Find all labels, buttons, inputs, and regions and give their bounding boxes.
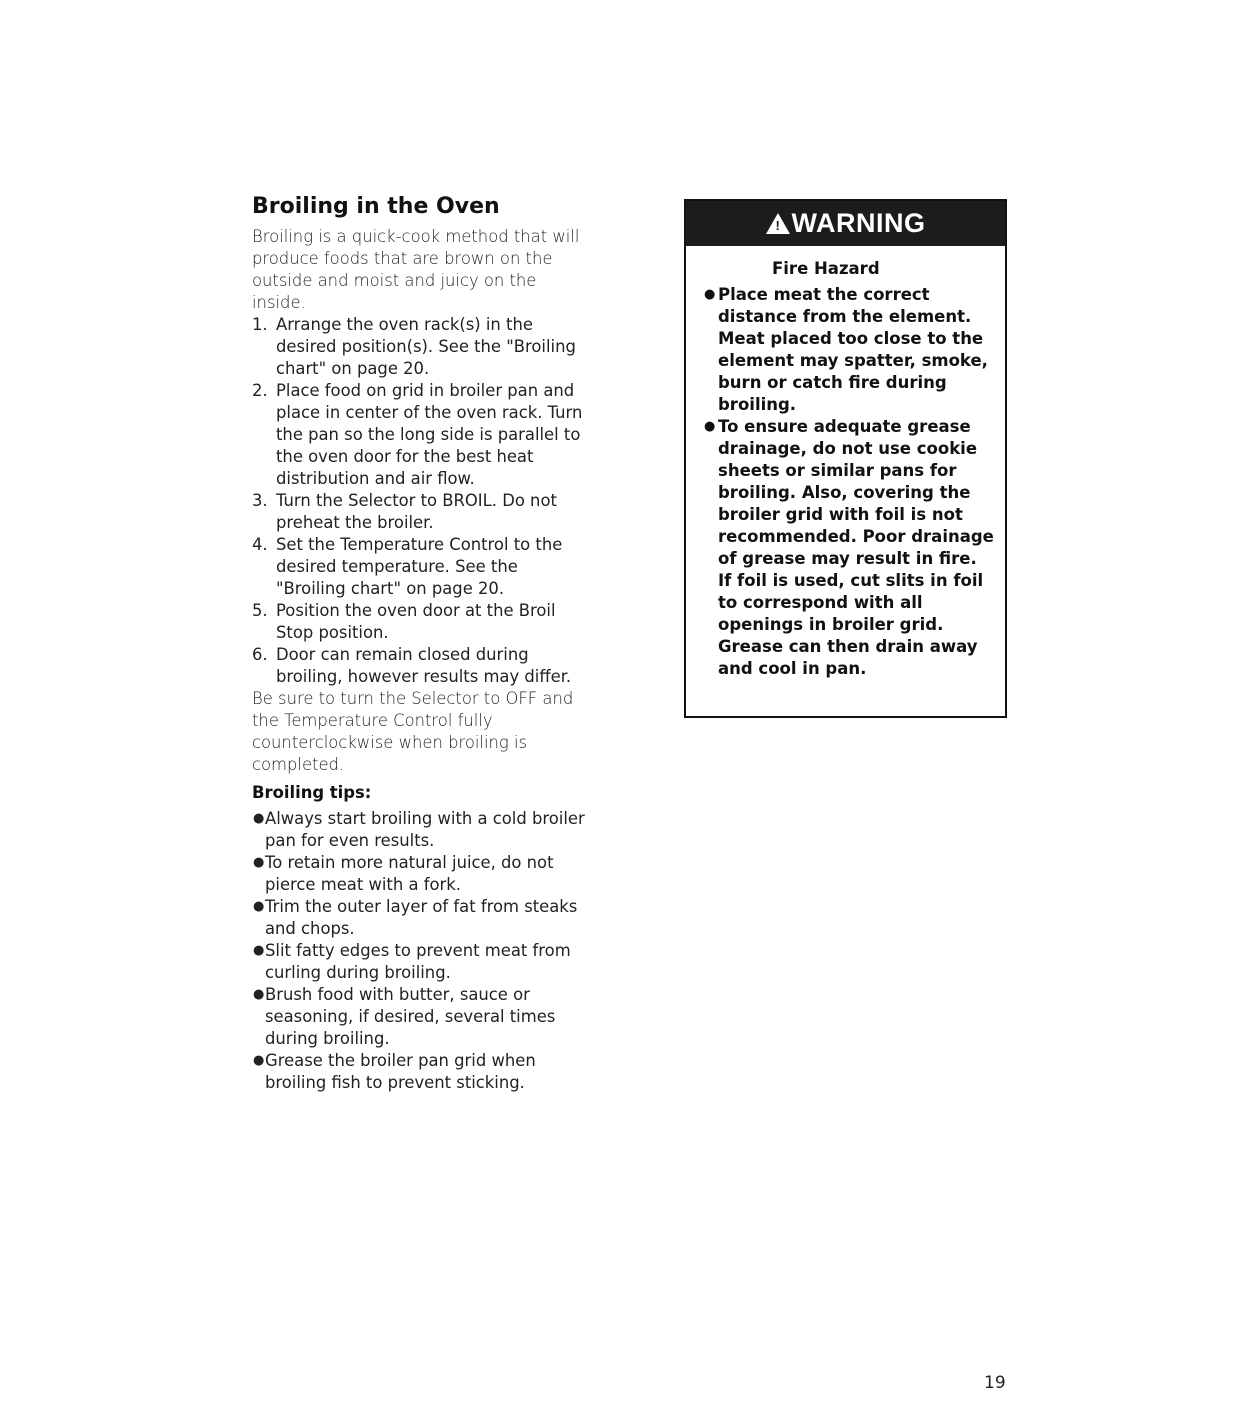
- bullet-icon: ●: [253, 811, 265, 826]
- tip-text: Always start broiling with a cold broiler pan for even results.: [265, 809, 585, 850]
- step-number: 4.: [252, 535, 268, 554]
- list-item: [702, 416, 995, 680]
- step-number: 3.: [252, 491, 268, 510]
- warning-box: [684, 199, 1007, 718]
- section-title: Broiling in the Oven: [252, 194, 500, 219]
- list-item: [252, 1050, 592, 1094]
- bullet-icon: ●: [253, 943, 265, 958]
- tip-text: Brush food with butter, sauce or seasoning, if desired, several times during broiling.: [265, 985, 556, 1048]
- steps-list: [252, 314, 592, 688]
- page-number: 19: [984, 1373, 1006, 1393]
- step-text: Place food on grid in broiler pan and place in center of the oven rack. Turn the pan so the long side is parallel to the oven door for the best heat distribution and air flow.: [276, 381, 583, 488]
- list-item: [252, 852, 592, 896]
- bullet-icon: ●: [253, 1053, 265, 1068]
- tip-text: To retain more natural juice, do not pierce meat with a fork.: [265, 853, 554, 894]
- warning-label: WARNING: [791, 208, 926, 238]
- list-item: [252, 984, 592, 1050]
- broiling-section: [252, 192, 592, 1094]
- warning-text: Place meat the correct distance from the element. Meat placed too close to the element may spatter, smoke, burn or catch fire during broiling.: [718, 285, 988, 414]
- intro-paragraph: Broiling is a quick-cook method that will produce foods that are brown on the outside and moist and juicy on the inside.: [252, 227, 580, 312]
- warning-text: To ensure adequate grease drainage, do not use cookie sheets or similar pans for broiling. Also, covering the broiler grid with foil is not recommended. Poor drainage of grease may result in fire. If foil is used, cut slits in foil to correspond with all openings in broiler grid. Grease can then drain away and cool in pan.: [718, 417, 994, 678]
- bullet-icon: ●: [253, 855, 265, 870]
- list-item: [702, 284, 995, 416]
- list-item: [252, 940, 592, 984]
- bullet-icon: ●: [253, 899, 265, 914]
- closing-paragraph: Be sure to turn the Selector to OFF and the Temperature Control fully counterclockwise when broiling is completed.: [252, 689, 574, 774]
- tip-text: Slit fatty edges to prevent meat from curling during broiling.: [265, 941, 571, 982]
- list-item: [252, 896, 592, 940]
- warning-triangle-icon: !: [766, 213, 790, 234]
- step-text: Arrange the oven rack(s) in the desired position(s). See the "Broiling chart" on page 20.: [276, 315, 576, 378]
- tips-list: [252, 808, 592, 1094]
- list-item: [252, 534, 592, 600]
- step-number: 1.: [252, 315, 268, 334]
- step-text: Door can remain closed during broiling, however results may differ.: [276, 645, 572, 686]
- tips-heading: Broiling tips:: [252, 783, 372, 802]
- list-item: [252, 600, 592, 644]
- warning-list: [686, 284, 1005, 680]
- tip-text: Trim the outer layer of fat from steaks and chops.: [265, 897, 578, 938]
- step-number: 5.: [252, 601, 268, 620]
- step-text: Position the oven door at the Broil Stop position.: [276, 601, 556, 642]
- list-item: [252, 644, 592, 688]
- bullet-icon: ●: [253, 987, 265, 1002]
- list-item: [252, 314, 592, 380]
- warning-header: [686, 201, 1005, 246]
- bullet-icon: ●: [704, 419, 716, 434]
- step-text: Turn the Selector to BROIL. Do not preheat the broiler.: [276, 491, 557, 532]
- bullet-icon: ●: [704, 287, 716, 302]
- step-text: Set the Temperature Control to the desired temperature. See the "Broiling chart" on page 20.: [276, 535, 563, 598]
- tip-text: Grease the broiler pan grid when broiling fish to prevent sticking.: [265, 1051, 536, 1092]
- list-item: [252, 380, 592, 490]
- list-item: [252, 490, 592, 534]
- list-item: [252, 808, 592, 852]
- hazard-title: Fire Hazard: [772, 259, 880, 278]
- step-number: 2.: [252, 381, 268, 400]
- step-number: 6.: [252, 645, 268, 664]
